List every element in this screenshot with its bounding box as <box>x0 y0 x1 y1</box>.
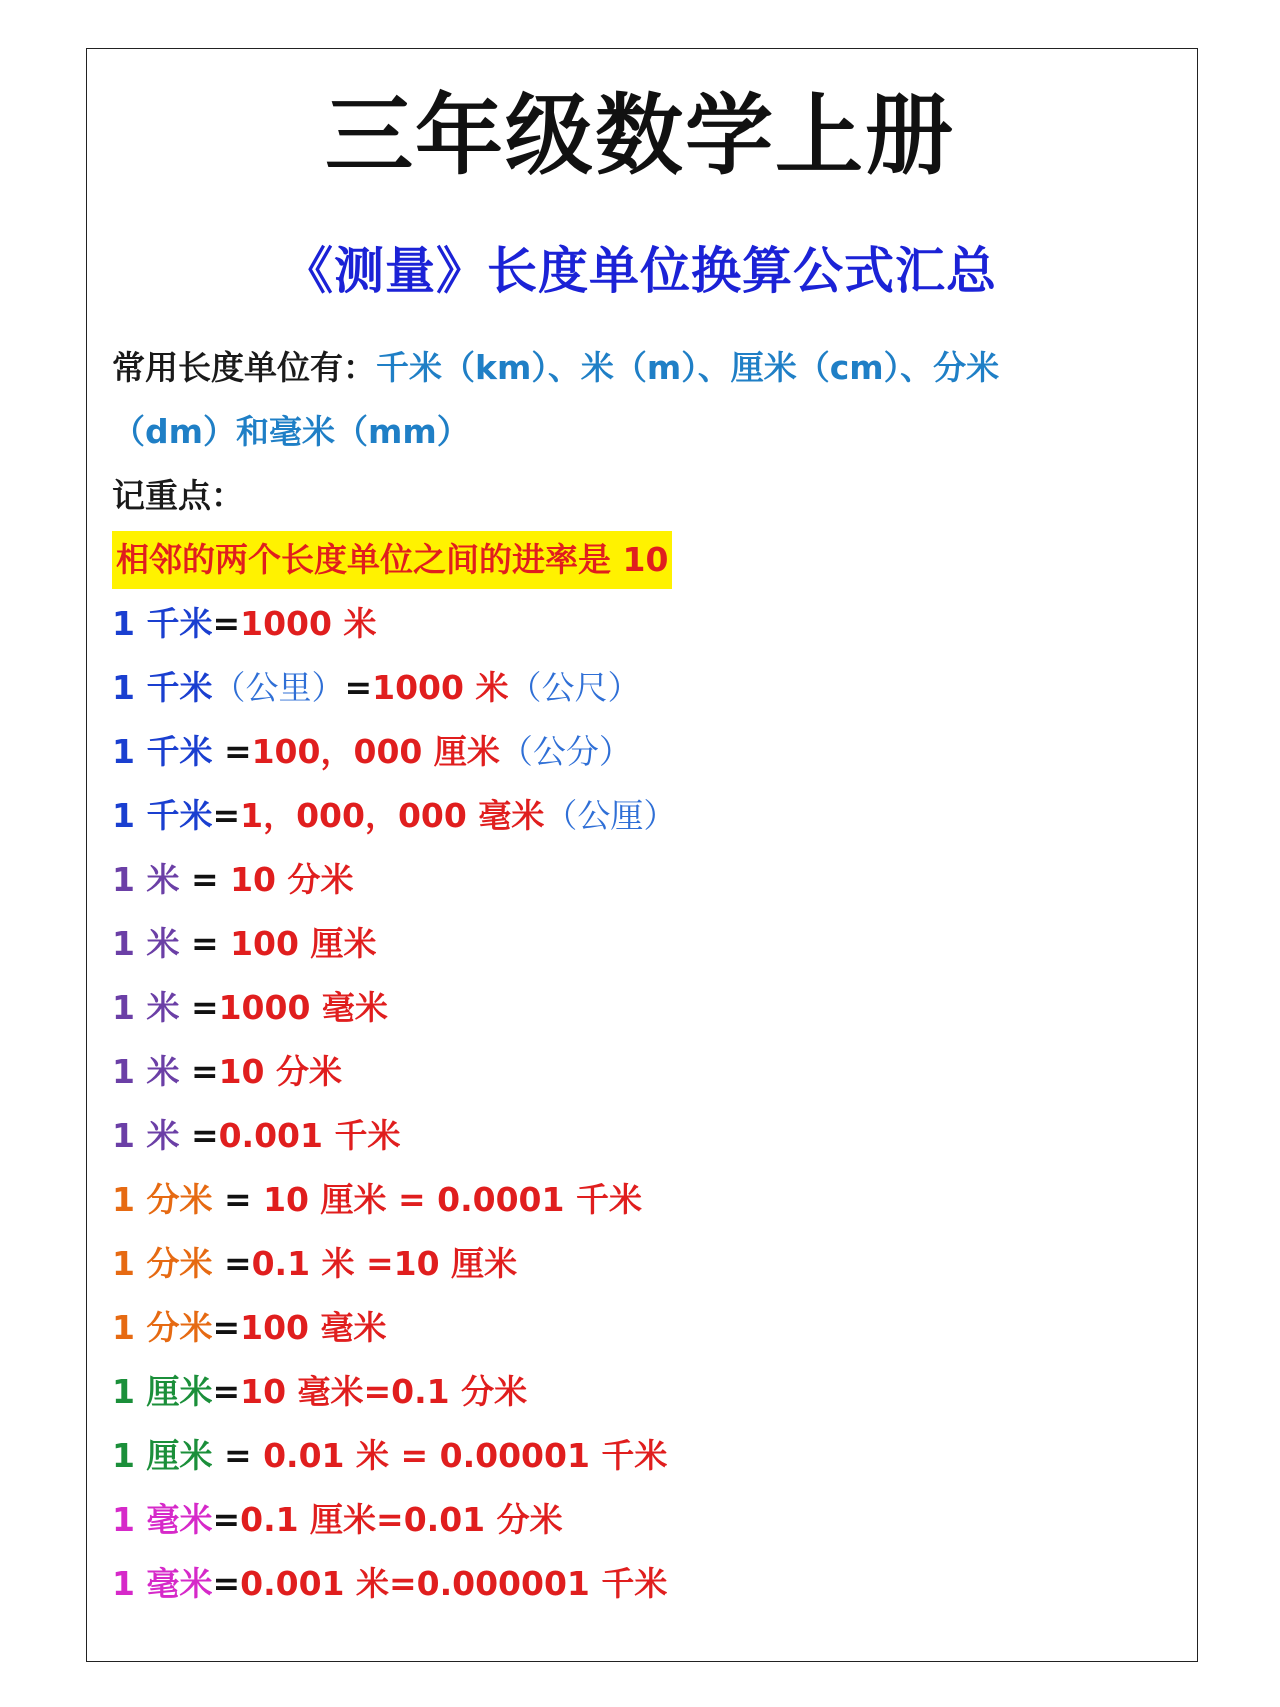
formula-rhs: 1，000，000 毫米 <box>240 796 545 835</box>
formula-row <box>112 1488 1162 1552</box>
content-body <box>112 336 1162 1616</box>
formula-alias: （公尺） <box>508 668 641 707</box>
formula-rhs: 0.1 厘米=0.01 分米 <box>240 1500 563 1539</box>
formula-lhs: 1 毫米 <box>112 1500 213 1539</box>
formula-lhs: 1 米 <box>112 1116 180 1155</box>
formula-equals: = <box>179 1116 219 1155</box>
page-title: 三年级数学上册 <box>324 84 955 187</box>
formula-lhs: 1 厘米 <box>112 1436 213 1475</box>
formula-alias: （公分） <box>499 732 632 771</box>
formula-row <box>112 1424 1162 1488</box>
key-points-line <box>112 464 1162 528</box>
formula-rhs: 100 毫米 <box>240 1308 387 1347</box>
formula-rhs: 0.01 米 = 0.00001 千米 <box>263 1436 668 1475</box>
highlight-line <box>112 528 1162 592</box>
formula-row <box>112 592 1162 656</box>
formula-row <box>112 784 1162 848</box>
formula-rhs: 0.001 千米 <box>218 1116 401 1155</box>
formula-lhs: 1 千米 <box>112 668 213 707</box>
formula-lhs: 1 千米 <box>112 732 213 771</box>
formula-row <box>112 1040 1162 1104</box>
intro-label: 常用长度单位有： <box>112 348 376 387</box>
intro-units-1: 千米（km）、米（m）、厘米（cm）、分米 <box>376 348 1000 387</box>
formula-equals: = <box>212 1564 241 1603</box>
formula-equals: = <box>212 732 252 771</box>
formula-row <box>112 1232 1162 1296</box>
formula-row <box>112 1168 1162 1232</box>
formula-equals: = <box>212 1244 252 1283</box>
formula-rhs: 10 分米 <box>218 1052 343 1091</box>
formula-alias: （公里） <box>212 668 345 707</box>
formula-equals: = <box>179 860 231 899</box>
formula-lhs: 1 米 <box>112 860 180 899</box>
formula-row <box>112 656 1162 720</box>
intro-line-1 <box>112 336 1162 400</box>
formula-lhs: 1 毫米 <box>112 1564 213 1603</box>
formula-lhs: 1 米 <box>112 924 180 963</box>
formula-equals: = <box>212 1372 241 1411</box>
formula-row <box>112 1360 1162 1424</box>
formula-row <box>112 1104 1162 1168</box>
formula-lhs: 1 厘米 <box>112 1372 213 1411</box>
formula-lhs: 1 米 <box>112 1052 180 1091</box>
intro-units-2: （dm）和毫米（mm） <box>112 412 470 451</box>
formula-rhs: 1000 米 <box>372 668 509 707</box>
highlighted-rule: 相邻的两个长度单位之间的进率是 10 <box>112 531 672 589</box>
formula-equals: = <box>212 1500 241 1539</box>
formula-lhs: 1 千米 <box>112 796 213 835</box>
formula-lhs: 1 分米 <box>112 1308 213 1347</box>
formula-equals: = <box>344 668 373 707</box>
page-subtitle: 《测量》长度单位换算公式汇总 <box>283 242 997 300</box>
formula-equals: = <box>179 924 231 963</box>
formula-row <box>112 848 1162 912</box>
intro-line-2 <box>112 400 1162 464</box>
formula-alias: （公厘） <box>544 796 677 835</box>
key-points-label: 记重点： <box>112 476 244 515</box>
formula-equals: = <box>212 1180 264 1219</box>
formula-lhs: 1 千米 <box>112 604 213 643</box>
formula-equals: = <box>179 1052 219 1091</box>
formula-equals: = <box>179 988 219 1027</box>
formula-rhs: 0.1 米 =10 厘米 <box>251 1244 518 1283</box>
formula-equals: = <box>212 796 241 835</box>
formula-rhs: 10 分米 <box>230 860 354 899</box>
formula-row <box>112 720 1162 784</box>
formula-rhs: 1000 毫米 <box>218 988 388 1027</box>
formula-rhs: 10 毫米=0.1 分米 <box>240 1372 528 1411</box>
formula-row <box>112 912 1162 976</box>
formula-rhs: 1000 米 <box>240 604 377 643</box>
formula-rhs: 0.001 米=0.000001 千米 <box>240 1564 668 1603</box>
formula-equals: = <box>212 604 241 643</box>
formula-rhs: 100，000 厘米 <box>251 732 500 771</box>
formula-lhs: 1 分米 <box>112 1180 213 1219</box>
formula-lhs: 1 米 <box>112 988 180 1027</box>
formula-rhs: 100 厘米 <box>230 924 377 963</box>
formula-row <box>112 976 1162 1040</box>
formula-lhs: 1 分米 <box>112 1244 213 1283</box>
formula-equals: = <box>212 1436 264 1475</box>
formula-rhs: 10 厘米 = 0.0001 千米 <box>263 1180 642 1219</box>
formula-row <box>112 1552 1162 1616</box>
formula-equals: = <box>212 1308 241 1347</box>
formula-row <box>112 1296 1162 1360</box>
